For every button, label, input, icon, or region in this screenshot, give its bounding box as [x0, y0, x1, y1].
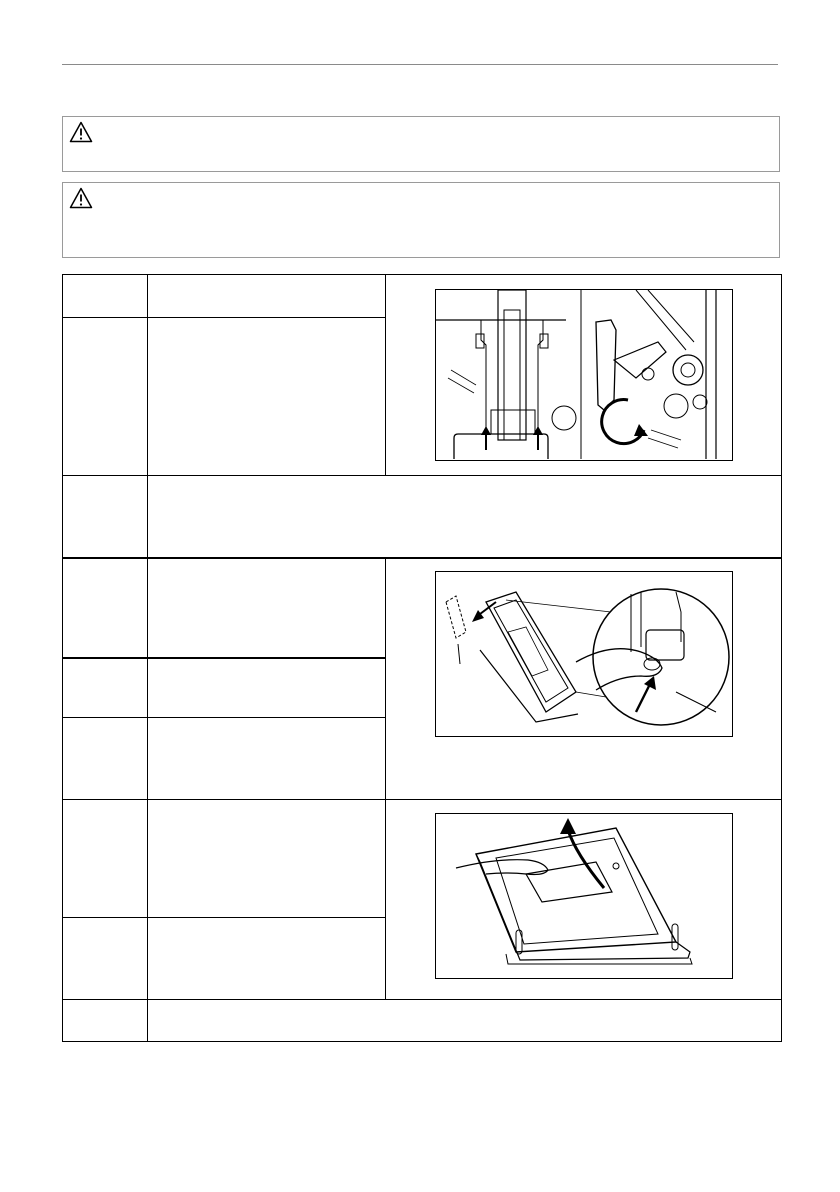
door-hinge-release-illustration: [435, 289, 733, 461]
door-lift-drawing: [436, 814, 731, 977]
warning-triangle-icon: [69, 187, 93, 209]
hinge-drawing: [436, 290, 731, 459]
door-glass-panel-removal-illustration: [435, 571, 733, 737]
door-lift-off-illustration: [435, 813, 733, 979]
steps-table: [62, 274, 782, 1042]
header-rule: [62, 64, 778, 65]
warning-box-2: [62, 182, 780, 258]
warning-triangle-icon: [69, 121, 93, 143]
warning-box-1: [62, 116, 780, 172]
glass-panel-drawing: [436, 572, 731, 735]
